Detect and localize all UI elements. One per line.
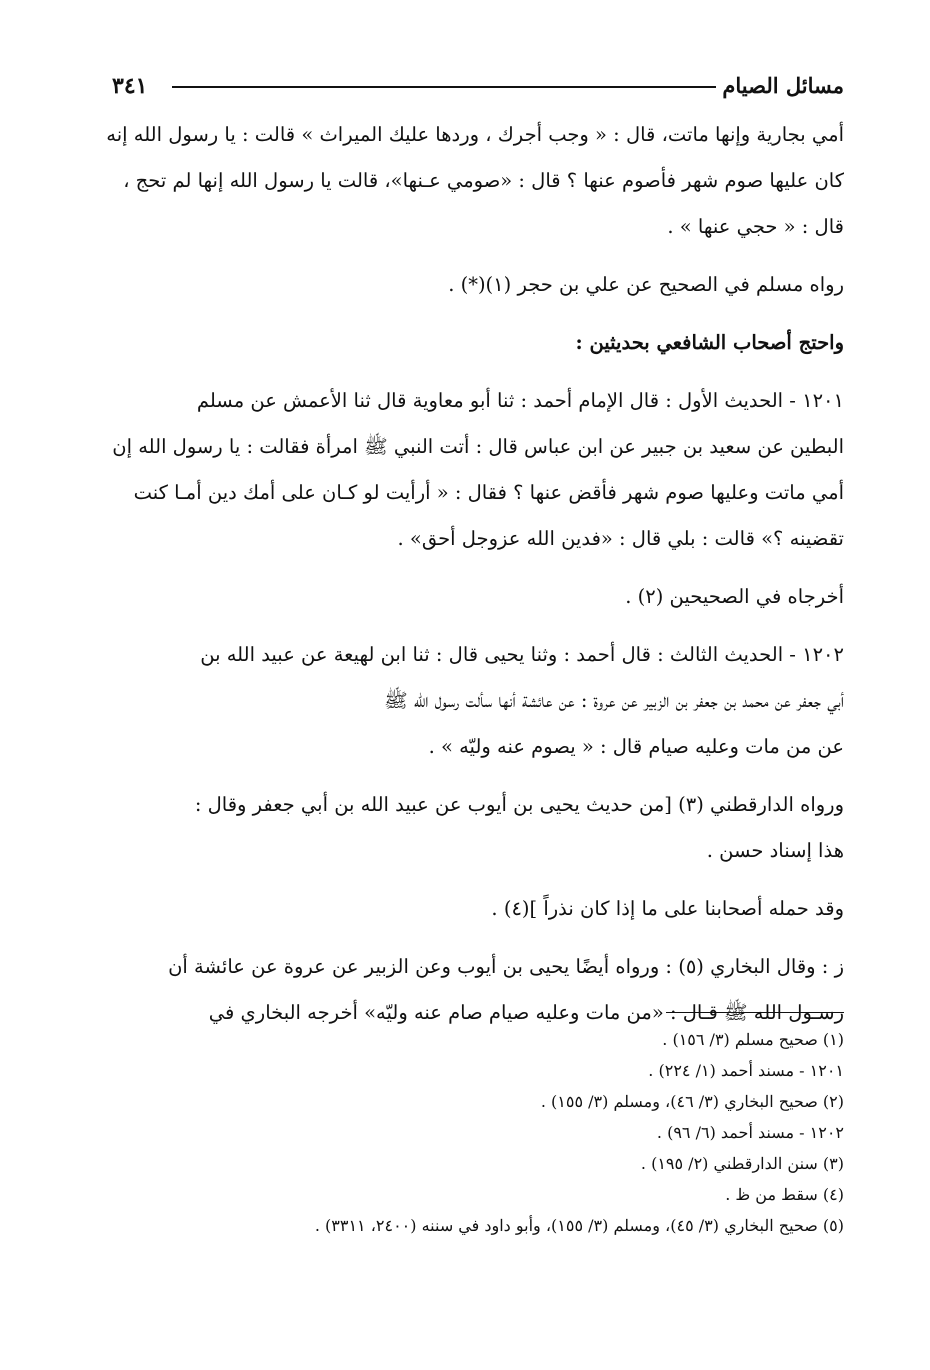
text-line: وقد حمله أصحابنا على ما إذا كان نذراً ](٤) .: [491, 897, 844, 920]
text-line: أخرجاه في الصحيحين (٢) .: [625, 585, 844, 608]
text-line: ز : وقال البخاري (٥) : ورواه أيضًا يحيى بن أيوب وعن الزبير عن عروة عن عائشة أن: [168, 955, 844, 978]
footnote: (٣) سنن الدارقطني (٢/ ١٩٥) .: [640, 1154, 844, 1173]
footnote: (١) صحيح مسلم (٣/ ١٥٦) .: [662, 1030, 844, 1049]
hadith-1202-line: عن من مات وعليه صيام قال : « يصوم عنه وليّه » .: [428, 735, 844, 758]
footnote: (٤) سقط من ظ .: [725, 1185, 844, 1204]
text-line: رسـول الله ﷺ قـال : «من مات وعليه صيام صام عنه وليّه» أخرجه البخاري في: [208, 1001, 844, 1024]
hadith-1202-line: ١٢٠٢ - الحديث الثالث : قال أحمد : وثنا يحيى قال : ثنا ابن لهيعة عن عبيد الله بن: [200, 643, 844, 666]
page-header: [112, 66, 844, 106]
hadith-1201-line: أمي ماتت وعليها صوم شهر فأقض عنها ؟ فقال : « أرأيت لو كـان على أمك دين أمـا كنت: [133, 481, 844, 504]
footnote: (٢) صحيح البخاري (٣/ ٤٦)، ومسلم (٣/ ١٥٥) .: [540, 1092, 844, 1111]
footnote: (٥) صحيح البخاري (٣/ ٤٥)، ومسلم (٣/ ١٥٥)، وأبو داود في سننه (٢٤٠٠، ٣٣١١) .: [314, 1216, 844, 1235]
hadith-1202-line: أبي جعفر عن محمد بن جعفر بن الزبير عن عروة : عن عائشة أنها سألت رسول الله ﷺ: [384, 689, 844, 712]
footnote-separator: [666, 1012, 844, 1013]
hadith-1201-line: البطين عن سعيد بن جبير عن ابن عباس قال : أتت النبي ﷺ امرأة فقالت : يا رسول الله إن: [112, 435, 844, 458]
text-line: ورواه الدارقطني (٣) [من حديث يحيى بن أيوب عن عبيد الله بن أبي جعفر وقال :: [194, 793, 844, 816]
hadith-1201-line: ١٢٠١ - الحديث الأول : قال الإمام أحمد : ثنا أبو معاوية قال ثنا الأعمش عن مسلم: [196, 389, 844, 412]
hadith-1201-line: تقضينه ؟» قالت : بلي قال : «فدين الله عزوجل أحق» .: [397, 527, 844, 550]
text-line: واحتج أصحاب الشافعي بحديثين :: [575, 331, 844, 354]
main-text: [82, 112, 844, 1036]
footnote: ١٢٠٢ - مسند أحمد (٦/ ٩٦) .: [656, 1123, 844, 1142]
header-rule: [172, 86, 716, 88]
page-number: ٣٤١: [112, 73, 148, 99]
text-line: قال : « حجي عنها » .: [667, 215, 844, 238]
text-line: هذا إسناد حسن .: [706, 839, 844, 862]
text-line: رواه مسلم في الصحيح عن علي بن حجر (١)(*) .: [448, 273, 844, 296]
chapter-title: مسائل الصيام: [722, 73, 844, 98]
footnotes: [82, 1024, 844, 1241]
text-line: كان عليها صوم شهر فأصوم عنها ؟ قال : «صومي عـنها»، قالت يا رسول الله إنها لم تحج ،: [123, 169, 844, 192]
footnote: ١٢٠١ - مسند أحمد (١/ ٢٢٤) .: [648, 1061, 844, 1080]
text-line: أمي بجارية وإنها ماتت، قال : « وجب أجرك ، وردها عليك الميراث » قالت : يا رسول الله إنه: [106, 123, 844, 146]
